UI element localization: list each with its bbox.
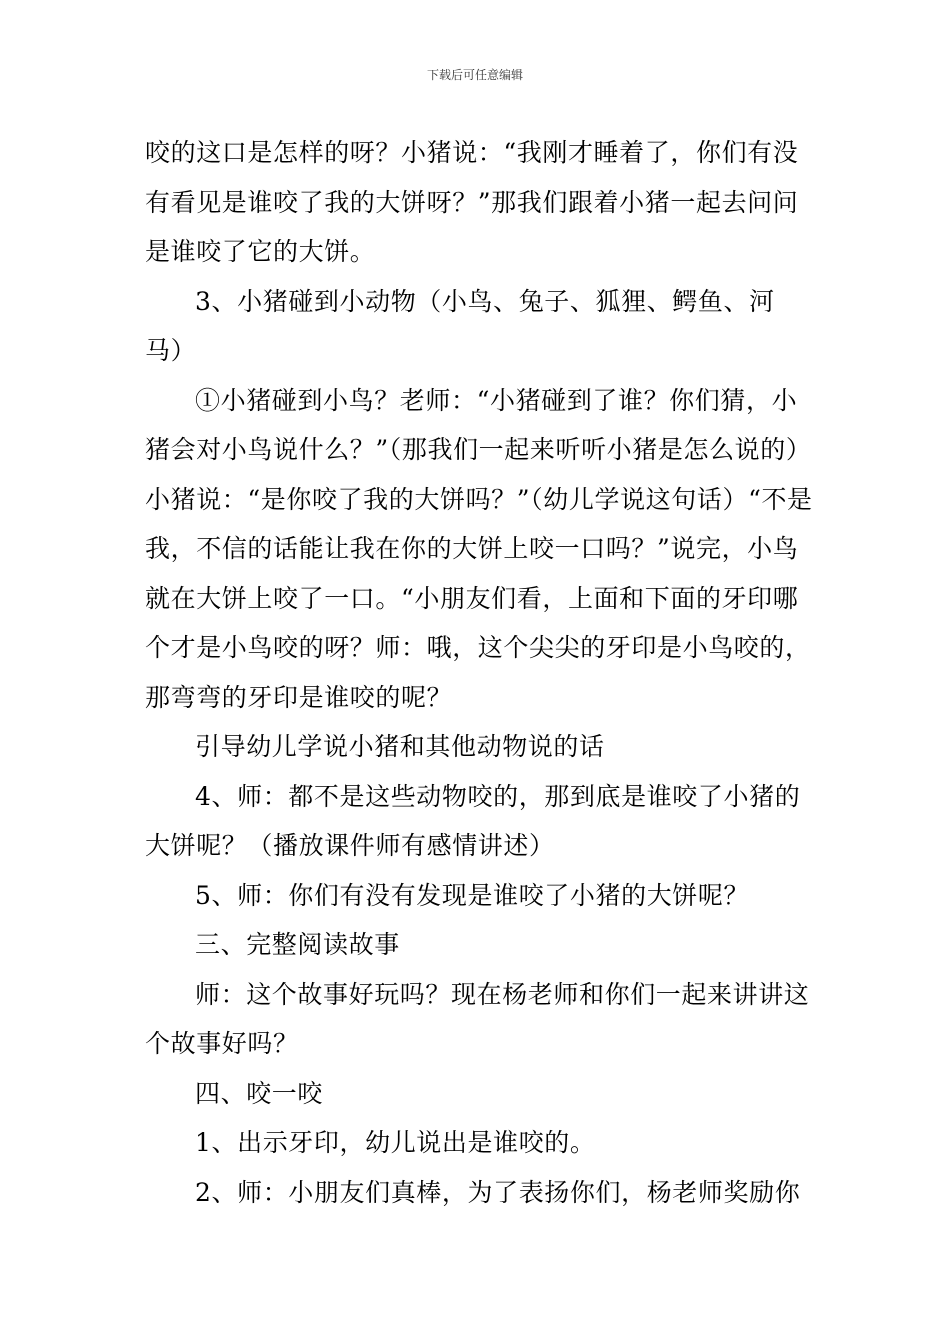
paragraph: 3、小猪碰到小动物（小鸟、兔子、狐狸、鳄鱼、河马） <box>145 286 775 365</box>
paragraph: ①小猪碰到小鸟？老师：“小猪碰到了谁？你们猜，小猪会对小鸟说什么？”（那我们一起来听听小猪是怎么说的）小猪说：“是你咬了我的大饼吗？”（幼儿学说这句话）“不是我，不信的话能让我在你的大饼上咬一口吗？”说完，小鸟就在大饼上咬了一口。“小朋友们看，上面和下面的牙印哪个才是小鸟咬的呀？师：哦，这个尖尖的牙印是小鸟咬的，那弯弯的牙印是谁咬的呢？ <box>145 385 813 712</box>
paragraph: 师：这个故事好玩吗？现在杨老师和你们一起来讲讲这个故事好吗？ <box>145 979 810 1058</box>
section-heading: 四、咬一咬 <box>195 1078 324 1108</box>
paragraph: 引导幼儿学说小猪和其他动物说的话 <box>195 732 605 761</box>
paragraph: 5、师：你们有没有发现是谁咬了小猪的大饼呢？ <box>195 880 750 910</box>
paragraph: 1、出示牙印，幼儿说出是谁咬的。 <box>195 1128 596 1157</box>
paragraph: 2、师：小朋友们真棒，为了表扬你们，杨老师奖励你 <box>195 1177 801 1207</box>
paragraph: 咬的这口是怎样的呀？小猪说：“我刚才睡着了，你们有没有看见是谁咬了我的大饼呀？”那我们跟着小猪一起去问问是谁咬了它的大饼。 <box>145 138 799 266</box>
page-header: 下载后可任意编辑 <box>426 68 523 82</box>
paragraph: 4、师：都不是这些动物咬的，那到底是谁咬了小猪的大饼呢？（播放课件师有感情讲述） <box>145 781 801 860</box>
document-body <box>145 128 813 1217</box>
section-heading: 三、完整阅读故事 <box>195 930 400 959</box>
